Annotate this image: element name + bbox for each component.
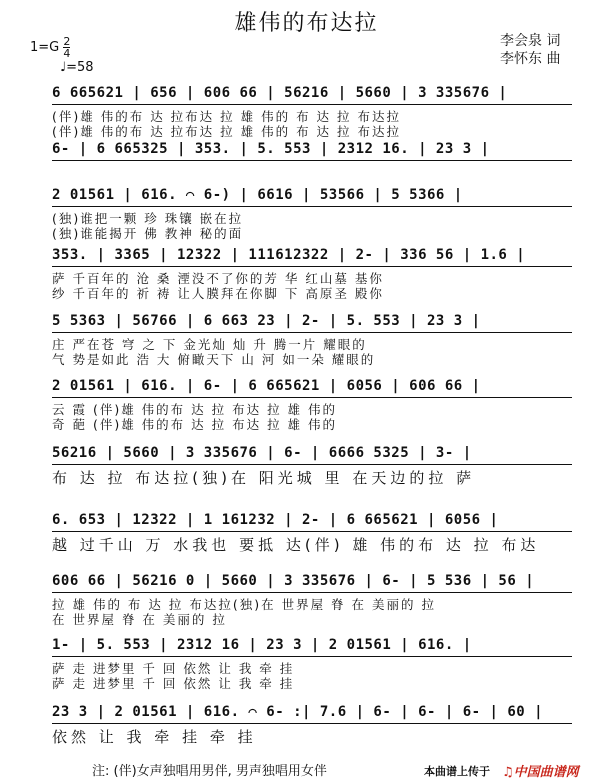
- beam-line: [52, 531, 572, 532]
- beam-line: [52, 656, 572, 657]
- tempo-value: =58: [66, 60, 94, 75]
- notation-line: 6 665621 | 656 | 606 66 | 56216 | 5660 | 3 335676 |: [52, 85, 508, 101]
- lyric-line: (独)谁能揭开 佛 教神 秘的面: [52, 226, 244, 241]
- site-name: 中国曲谱网: [513, 765, 579, 780]
- time-signature: [63, 36, 70, 59]
- notation-line: 6. 653 | 12322 | 1 161232 | 2- | 6 665621 | 6056 |: [52, 512, 499, 528]
- lyric-line: 萨 走 进梦里 千 回 依然 让 我 牵 挂: [52, 676, 295, 691]
- lyric-line: 云 霞 (伴)雄 伟的布 达 拉 布达 拉 雄 伟的: [52, 402, 338, 417]
- lyric-line: 布 达 拉 布达拉(独)在 阳光城 里 在天边的拉 萨: [52, 469, 476, 487]
- composer-credit: 李怀东 曲: [500, 51, 561, 67]
- song-title: 雄伟的布达拉: [234, 11, 379, 36]
- lyric-line: (伴)雄 伟的布 达 拉布达 拉 雄 伟的 布 达 拉 布达拉: [52, 124, 401, 139]
- beam-line: [52, 206, 572, 207]
- key-signature: [30, 36, 70, 59]
- lyric-line: 在 世界屋 脊 在 美丽的 拉: [52, 612, 227, 627]
- lyric-line: (独)谁把一颗 珍 珠镶 嵌在拉: [52, 211, 244, 226]
- key-label: 1=G: [30, 40, 60, 55]
- quarter-note-icon: ♩: [60, 60, 67, 75]
- time-top: 2: [63, 35, 71, 48]
- lyric-line: 萨 千百年的 沧 桑 湮没不了你的芳 华 红山墓 基你: [52, 271, 384, 286]
- notation-line: 2 01561 | 616. | 6- | 6 665621 | 6056 | 606 66 |: [52, 378, 481, 394]
- lyric-line: 萨 走 进梦里 千 回 依然 让 我 牵 挂: [52, 661, 295, 676]
- beam-line: [52, 266, 572, 267]
- lyric-line: 越 过千山 万 水我也 要抵 达(伴) 雄 伟的布 达 拉 布达: [52, 536, 540, 554]
- tempo-marking: [60, 60, 94, 75]
- lyric-line: 庄 严在苍 穹 之 下 金光灿 灿 升 腾一片 耀眼的: [52, 337, 367, 352]
- beam-line: [52, 397, 572, 398]
- beam-line: [52, 104, 572, 105]
- beam-line: [52, 332, 572, 333]
- notation-line: 6- | 6 665325 | 353. | 5. 553 | 2312 16. | 23 3 |: [52, 141, 490, 157]
- notation-line: 606 66 | 56216 0 | 5660 | 3 335676 | 6- | 5 536 | 56 |: [52, 573, 535, 589]
- beam-line: [52, 592, 572, 593]
- time-bottom: 4: [63, 47, 71, 60]
- lyric-line: 拉 雄 伟的 布 达 拉 布达拉(独)在 世界屋 脊 在 美丽的 拉: [52, 597, 436, 612]
- performance-note: 注: (伴)女声独唱用男伴, 男声独唱用女伴: [92, 764, 327, 779]
- beam-line: [52, 723, 572, 724]
- notation-line: 5 5363 | 56766 | 6 663 23 | 2- | 5. 553 | 23 3 |: [52, 313, 481, 329]
- beam-line: [52, 160, 572, 161]
- lyric-line: (伴)雄 伟的布 达 拉布达 拉 雄 伟的 布 达 拉 布达拉: [52, 109, 401, 124]
- lyric-line: 纱 千百年的 祈 祷 让人膜拜在你脚 下 高原圣 殿你: [52, 286, 384, 301]
- notation-line: 353. | 3365 | 12322 | 111612322 | 2- | 336 56 | 1.6 |: [52, 247, 526, 263]
- notation-line: 23 3 | 2 01561 | 616. ⌒ 6- :| 7.6 | 6- | 6- | 6- | 60 |: [52, 704, 544, 720]
- lyric-line: 依然 让 我 牵 挂 牵 挂: [52, 728, 257, 746]
- lyricist-credit: 李会泉 词: [500, 33, 561, 49]
- notation-line: 56216 | 5660 | 3 335676 | 6- | 6666 5325 | 3- |: [52, 445, 472, 461]
- notation-line: 2 01561 | 616. ⌒ 6-) | 6616 | 53566 | 5 5366 |: [52, 187, 463, 203]
- music-note-icon: ♫: [502, 765, 514, 780]
- site-logo: [502, 761, 579, 780]
- source-label: 本曲谱上传于: [424, 765, 490, 778]
- beam-line: [52, 464, 572, 465]
- notation-line: 1- | 5. 553 | 2312 16 | 23 3 | 2 01561 | 616. |: [52, 637, 472, 653]
- lyric-line: 奇 葩 (伴)雄 伟的布 达 拉 布达 拉 雄 伟的: [52, 417, 338, 432]
- lyric-line: 气 势是如此 浩 大 俯瞰天下 山 河 如一朵 耀眼的: [52, 352, 376, 367]
